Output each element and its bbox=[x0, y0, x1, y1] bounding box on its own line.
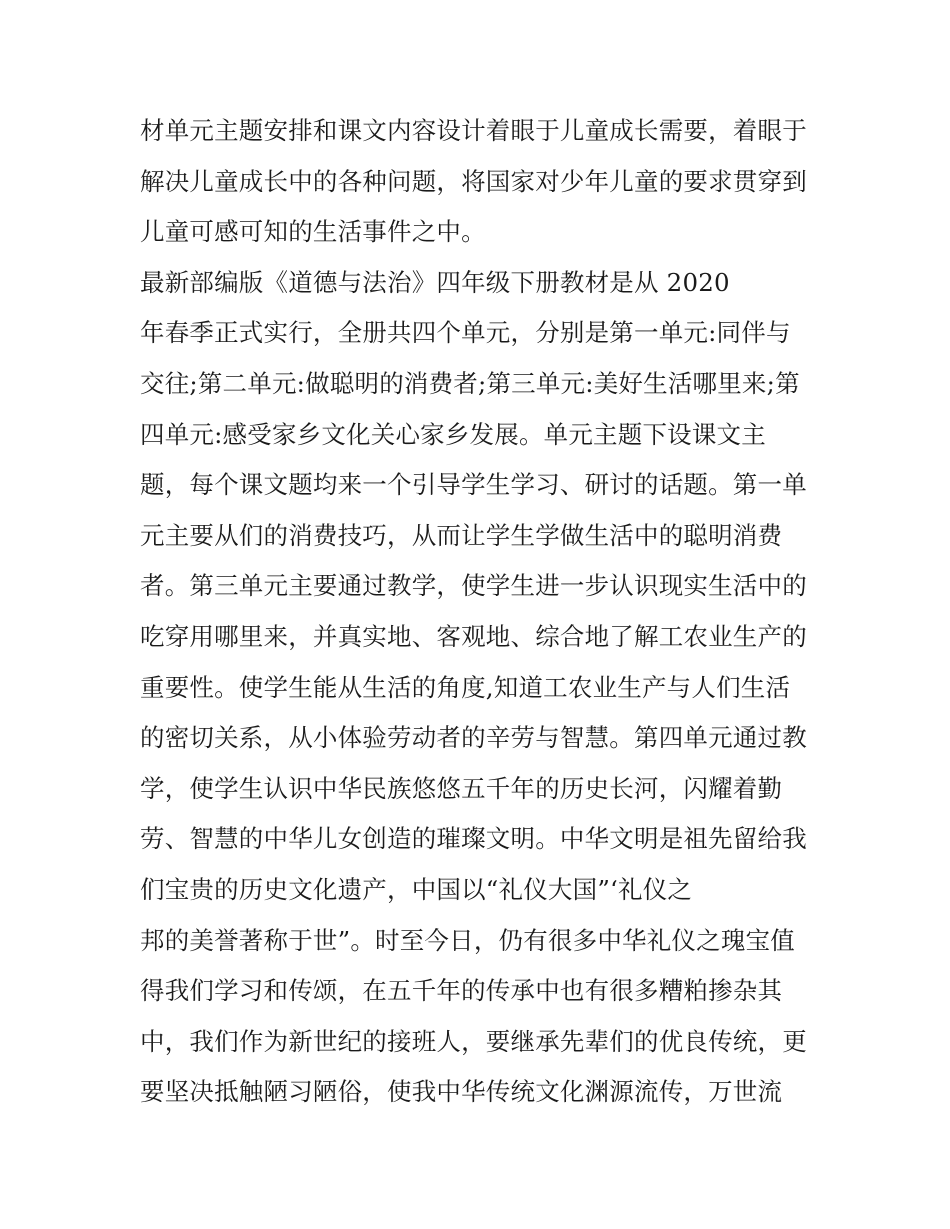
text-line: 四单元:感受家乡文化关心家乡发展。单元主题下设课文主 bbox=[140, 419, 766, 449]
text-line: 交往;第二单元:做聪明的消费者;第三单元:美好生活哪里来;第 bbox=[140, 368, 800, 398]
text-line: 元主要从们的消费技巧，从而让学生学做生活中的聪明消费 bbox=[140, 520, 783, 550]
text-line: 解决儿童成长中的各种问题，将国家对少年儿童的要求贯穿到 bbox=[140, 166, 807, 196]
body-text bbox=[140, 106, 830, 1118]
text-line: 儿童可感可知的生活事件之中。 bbox=[140, 217, 486, 247]
text-line: 的密切关系，从小体验劳动者的辛劳与智慧。第四单元通过教 bbox=[140, 723, 807, 753]
text-line: 得我们学习和传颂，在五千年的传承中也有很多糟粕掺杂其 bbox=[140, 976, 783, 1006]
text-line: 年春季正式实行，全册共四个单元，分别是第一单元:同伴与 bbox=[140, 318, 791, 348]
text-line: 者。第三单元主要通过教学，使学生进一步认识现实生活中的 bbox=[140, 571, 807, 601]
text-line: 劳、智慧的中华儿女创造的璀璨文明。中华文明是祖先留给我 bbox=[140, 824, 807, 854]
text-line: 学，使学生认识中华民族悠悠五千年的历史长河，闪耀着勤 bbox=[140, 773, 783, 803]
text-line: 重要性。使学生能从生活的角度,知道工农业生产与人们生活 bbox=[140, 672, 791, 702]
text-line: 中，我们作为新世纪的接班人，要继承先辈们的优良传统，更 bbox=[140, 1026, 807, 1056]
text-line: 题，每个课文题均来一个引导学生学习、研讨的话题。第一单 bbox=[140, 470, 807, 500]
text-line: 要坚决抵触陋习陋俗，使我中华传统文化渊源流传，万世流 bbox=[140, 1077, 783, 1107]
text-line: 们宝贵的历史文化遗产，中国以“礼仪大国”‘礼仪之 bbox=[140, 874, 693, 904]
text-line: 吃穿用哪里来，并真实地、客观地、综合地了解工农业生产的 bbox=[140, 621, 807, 651]
text-line: 最新部编版《道德与法治》四年级下册教材是从 2020 bbox=[140, 267, 730, 297]
text-line: 邦的美誉著称于世”。时至今日，仍有很多中华礼仪之瑰宝值 bbox=[140, 925, 795, 955]
text-line: 材单元主题安排和课文内容设计着眼于儿童成长需要，着眼于 bbox=[140, 116, 807, 145]
